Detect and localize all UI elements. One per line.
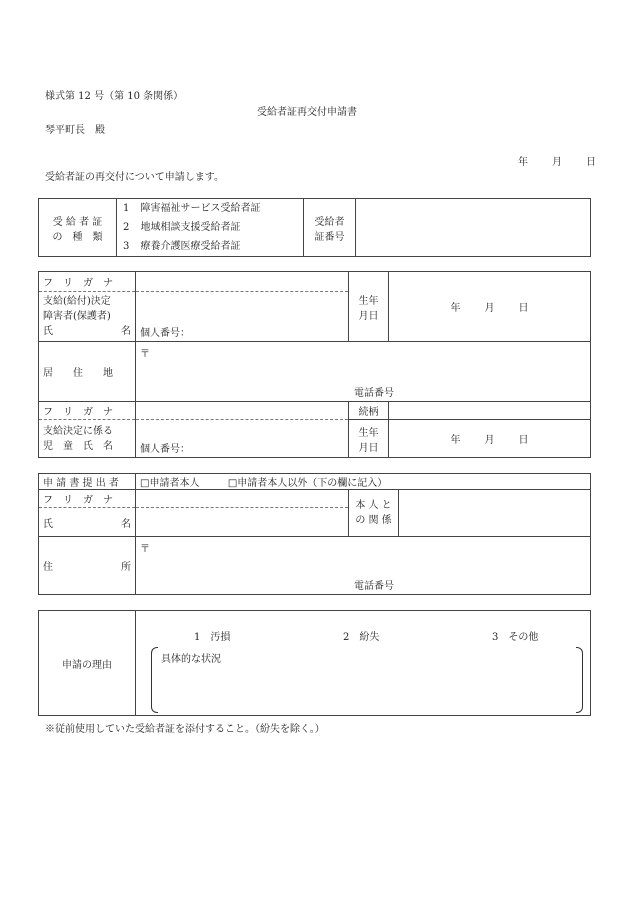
reason-option-other[interactable]: 3 その他 (492, 632, 539, 643)
footnote: ※従前使用していた受給者証を添付すること。（紛失を除く。） (45, 724, 325, 735)
phone-label: 電話番号 (354, 388, 394, 399)
name-label-line1: 支給(給付)決定 (43, 296, 111, 307)
reason-option-soiled[interactable]: 1 汚損 (194, 632, 231, 643)
reason-label (39, 611, 136, 716)
submitter-name-field[interactable] (136, 508, 349, 537)
submitter-furigana-label (39, 490, 136, 508)
applicant-birth-label (349, 272, 389, 342)
child-birth-day: 日 (518, 435, 529, 446)
submitter-furigana-field[interactable] (136, 490, 349, 508)
applicant-birth-date[interactable] (389, 272, 591, 342)
date-month: 月 (552, 157, 562, 168)
reason-details-box[interactable] (151, 647, 583, 713)
submitter-address-field[interactable] (136, 537, 591, 595)
submitter-name-b: 名 (121, 518, 131, 530)
child-label-line1: 支給決定に係る (43, 425, 113, 437)
reason-label-text: 申請の理由 (62, 659, 112, 671)
submitter-address-b: 所 (121, 562, 131, 573)
addressee: 琴平町長 殿 (45, 125, 105, 136)
applicant-name-label (39, 292, 136, 342)
type-option-1[interactable]: 障害福祉サービス受給者証 (140, 203, 261, 214)
applicant-name-field[interactable] (136, 292, 349, 342)
submitter-postal-mark: 〒 (140, 544, 150, 555)
submitter-self-checkbox[interactable]: □申請者本人 (140, 478, 200, 489)
relation-text: 続柄 (358, 407, 379, 418)
certificate-type-label-line2: の 種 類 (52, 231, 103, 243)
certificate-type-table (38, 198, 591, 257)
child-label-line2: 児 童 氏 名 (43, 440, 113, 452)
submitter-relation-line2: の 関 係 (355, 515, 392, 526)
submitter-relation-field[interactable] (399, 490, 591, 537)
bracket-left (151, 647, 158, 713)
child-furigana-text: フ リ ガ ナ (43, 407, 113, 418)
child-name-label (39, 420, 136, 458)
submitter-table (38, 473, 591, 595)
applicant-furigana-label (39, 272, 136, 292)
certificate-number-label-line2: 証番号 (314, 231, 345, 243)
applicant-table (38, 271, 591, 458)
details-label: 具体的な状況 (161, 654, 221, 665)
address-label (39, 342, 136, 402)
submitter-relation-line1: 本 人 と (355, 500, 392, 511)
submitter-label-text: 申 請 書 提 出 者 (43, 478, 119, 489)
submitter-phone-label: 電話番号 (354, 581, 394, 592)
submitter-name-a: 氏 (43, 518, 53, 530)
child-furigana-field[interactable] (136, 402, 349, 420)
reason-option-lost[interactable]: 2 紛失 (343, 632, 380, 643)
type-option-2[interactable]: 地域相談支援受給者証 (140, 222, 241, 233)
certificate-type-label (39, 199, 117, 257)
birth-day: 日 (518, 303, 529, 314)
certificate-type-label-line1: 受 給 者 証 (52, 216, 103, 228)
type-number-1: 1 (123, 203, 130, 214)
postal-mark: 〒 (140, 349, 150, 360)
child-name-field[interactable] (136, 420, 349, 458)
certificate-number-label (304, 199, 356, 257)
birth-label-line2: 月日 (358, 310, 379, 322)
type-number-2: 2 (123, 222, 130, 233)
submitter-options (136, 474, 591, 490)
reason-field (136, 611, 591, 716)
relation-field[interactable] (389, 402, 591, 420)
child-furigana-label (39, 402, 136, 420)
birth-year: 年 (450, 303, 461, 314)
child-birth-date[interactable] (389, 420, 591, 458)
submitter-address-label (39, 537, 136, 595)
form-number: 様式第 12 号（第 10 条関係） (45, 91, 184, 102)
type-options[interactable] (137, 199, 304, 257)
reason-table (38, 610, 591, 716)
applicant-furigana-field[interactable] (136, 272, 349, 292)
submitter-furigana-text: フ リ ガ ナ (43, 495, 113, 506)
child-birth-label-line2: 月日 (358, 442, 379, 454)
type-numbers (117, 199, 137, 257)
date-year: 年 (518, 157, 528, 168)
bracket-right (576, 647, 583, 713)
birth-label-line1: 生年 (358, 295, 379, 307)
child-personal-number-label: 個人番号： (140, 444, 190, 455)
statement: 受給者証の再交付について申請します。 (45, 172, 224, 183)
application-date[interactable] (506, 153, 608, 168)
child-birth-month: 月 (484, 435, 495, 446)
type-number-3: 3 (123, 241, 130, 252)
certificate-number-label-line1: 受給者 (314, 216, 345, 228)
name-label-b: 名 (121, 326, 131, 337)
submitter-name-label (39, 508, 136, 537)
child-birth-label (349, 420, 389, 458)
relation-label (349, 402, 389, 420)
name-label-a: 氏 (43, 326, 53, 337)
submitter-other-checkbox[interactable]: □申請者本人以外（下の欄に記入） (227, 478, 388, 489)
submitter-relation-label (349, 490, 399, 537)
submitter-address-a: 住 (43, 562, 53, 573)
child-birth-year: 年 (450, 435, 461, 446)
personal-number-label: 個人番号： (140, 328, 190, 339)
child-birth-label-line1: 生年 (358, 427, 379, 439)
certificate-number-field[interactable] (356, 199, 591, 257)
address-label-text: 居 住 地 (43, 368, 113, 379)
furigana-text: フ リ ガ ナ (43, 278, 113, 289)
date-day: 日 (586, 157, 596, 168)
address-field[interactable] (136, 342, 591, 402)
birth-month: 月 (484, 303, 495, 314)
name-label-line2: 障害者(保護者) (43, 311, 111, 322)
page-title: 受給者証再交付申請書 (257, 107, 357, 118)
submitter-label (39, 474, 136, 490)
type-option-3[interactable]: 療養介護医療受給者証 (140, 241, 241, 252)
